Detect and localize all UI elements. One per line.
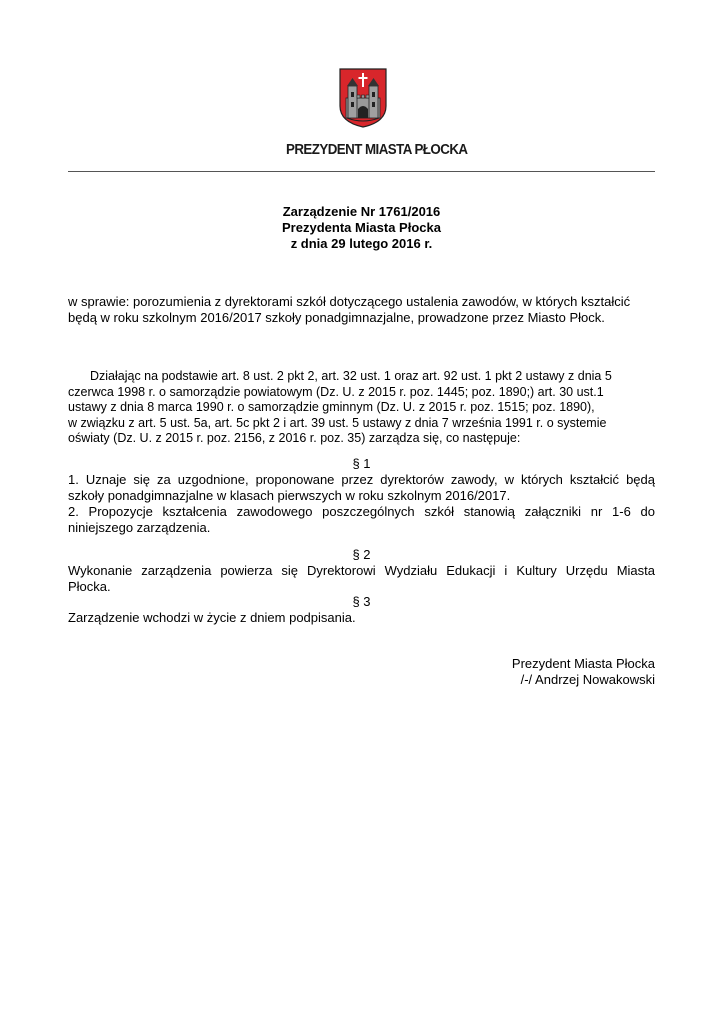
section-2-line: Płocka. bbox=[68, 579, 111, 594]
header-divider bbox=[68, 171, 655, 172]
legal-basis-line: w związku z art. 5 ust. 5a, art. 5c pkt 2 i art. 39 ust. 5 ustawy z dnia 7 września 1991 r. o systemie bbox=[68, 415, 607, 430]
section-3-body bbox=[68, 610, 655, 626]
signature-block bbox=[68, 656, 655, 688]
title-line-issuer: Prezydenta Miasta Płocka bbox=[282, 220, 441, 235]
section-1-body bbox=[68, 472, 655, 536]
signature-name: /-/ Andrzej Nowakowski bbox=[520, 672, 655, 687]
section-1-mark: § 1 bbox=[352, 456, 371, 471]
legal-basis-line: oświaty (Dz. U. z 2015 r. poz. 2156, z 2016 r. poz. 35) zarządza się, co następuje: bbox=[68, 431, 521, 445]
legal-basis-line: ustawy z dnia 8 marca 1990 r. o samorządzie gminnym (Dz. U. z 2015 r. poz. 1515; poz. 1890), bbox=[68, 400, 595, 414]
legal-basis-line: czerwca 1998 r. o samorządzie powiatowym (Dz. U. z 2015 r. poz. 1445; poz. 1890;) art. 30 ust.1 bbox=[68, 384, 604, 399]
section-3-mark: § 3 bbox=[352, 594, 371, 609]
section-2-body bbox=[68, 563, 655, 595]
section-2-line: Wykonanie zarządzenia powierza się Dyrektorowi Wydziału Edukacji i Kultury Urzędu Miasta bbox=[68, 563, 655, 578]
section-3-line: Zarządzenie wchodzi w życie z dniem podpisania. bbox=[68, 610, 356, 625]
legal-basis-line: Działając na podstawie art. 8 ust. 2 pkt 2, art. 32 ust. 1 oraz art. 92 ust. 1 pkt 2 ustawy z dnia 5 bbox=[90, 369, 612, 383]
section-1-line: niniejszego zarządzenia. bbox=[68, 520, 211, 535]
section-2-mark: § 2 bbox=[352, 547, 371, 562]
section-1-line: szkoły ponadgimnazjalne w klasach pierwszych w roku szkolnym 2016/2017. bbox=[68, 488, 511, 503]
title-line-date: z dnia 29 lutego 2016 r. bbox=[290, 236, 433, 251]
signature-title: Prezydent Miasta Płocka bbox=[511, 656, 655, 671]
document-title bbox=[68, 204, 655, 252]
subject-paragraph: w sprawie: porozumienia z dyrektorami szkół dotyczącego ustalenia zawodów, w których kształcić będą w roku szkolnym 2016/2017 szkoły ponadgimnazjalne, prowadzone przez Miasto Płock. bbox=[68, 294, 631, 325]
legal-basis-paragraph bbox=[68, 369, 655, 447]
title-line-ordinance-number: Zarządzenie Nr 1761/2016 bbox=[282, 204, 441, 219]
section-1-line: 2. Propozycje kształcenia zawodowego poszczególnych szkół stanowią załączniki nr 1-6 do bbox=[68, 504, 655, 519]
city-coat-of-arms-icon bbox=[339, 68, 387, 128]
office-name: PREZYDENT MIASTA PŁOCKA bbox=[286, 142, 468, 158]
section-1-line: 1. Uznaje się za uzgodnione, proponowane przez dyrektorów zawody, w których kształcić będą bbox=[68, 472, 655, 487]
